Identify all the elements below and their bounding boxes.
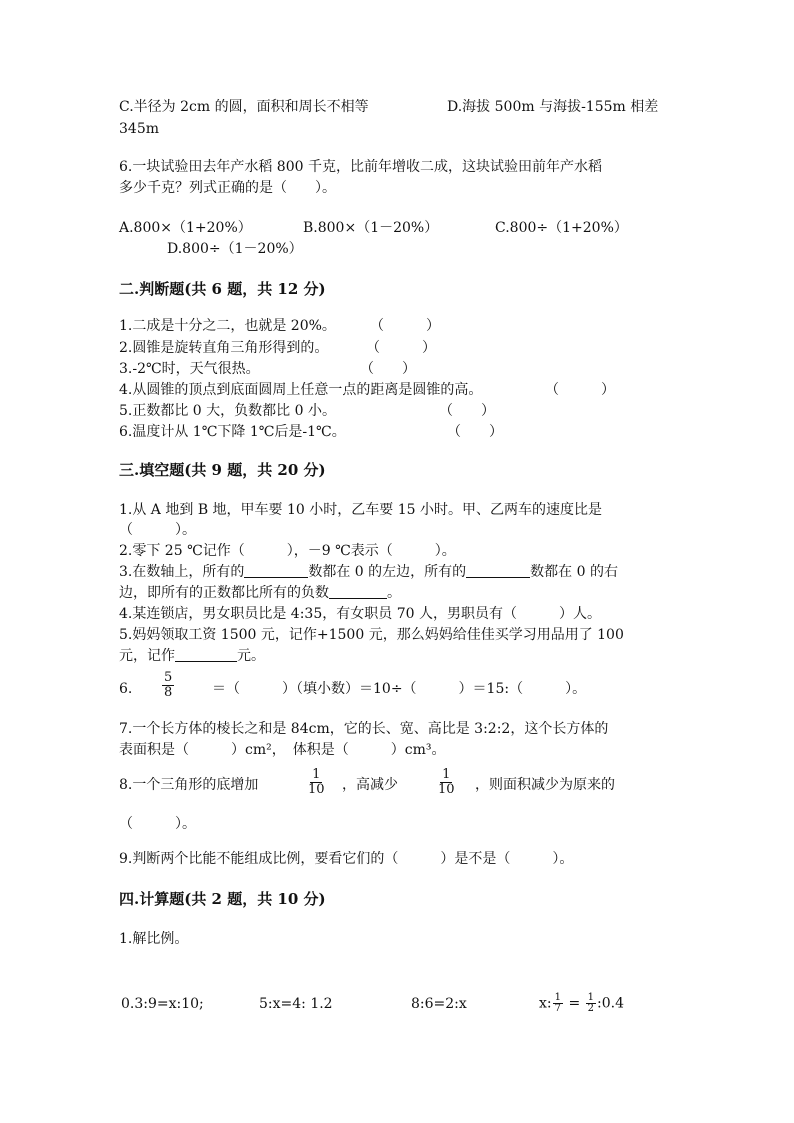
fraction-denominator: 7: [554, 1003, 561, 1014]
fill-1-line2: （ ）。: [119, 522, 196, 538]
q6-option-a: A.800×（1+20%）: [119, 220, 252, 236]
judge-paren-6: （ ）: [447, 424, 503, 440]
fill-6-label: 6.: [119, 681, 133, 697]
fraction-one-tenth-a: [302, 768, 331, 797]
q6-option-d: D.800÷（1－20%）: [167, 241, 303, 257]
fill-5-line2-b: 元。: [237, 648, 265, 664]
option-d-continuation: 345m: [119, 121, 159, 137]
fill-2: 2.零下 25 ℃记作（ ），－9 ℃表示（ ）。: [119, 543, 456, 559]
fill-8-part-b: ，高减少: [342, 777, 398, 793]
q6-option-c: C.800÷（1+20%）: [495, 220, 628, 236]
section-4-title: 四.计算题(共 2 题，共 10 分): [119, 890, 326, 908]
fill-7-line1: 7.一个长方体的棱长之和是 84cm，它的长、宽、高比是 3:2:2，这个长方体的: [119, 721, 609, 737]
section-3-title: 三.填空题(共 9 题，共 20 分): [119, 461, 326, 479]
judge-item-3: 3.-2℃时，天气很热。: [119, 361, 260, 377]
option-c: C.半径为 2cm 的圆，面积和周长不相等: [119, 99, 369, 115]
fill-8-part-c: ，则面积减少为原来的: [475, 777, 615, 793]
judge-paren-5: （ ）: [439, 403, 495, 419]
fill-3-line1: [119, 563, 618, 581]
q6-option-b: B.800×（1－20%）: [303, 220, 439, 236]
judge-paren-4: （ ）: [545, 382, 615, 398]
fraction-numerator: 5: [164, 670, 173, 685]
question-6-line2: 多少千克？列式正确的是（ ）。: [119, 180, 336, 196]
fraction-denominator: 10: [308, 782, 325, 797]
fill-9: 9.判断两个比能不能组成比例，要看它们的（ ）是不是（ ）。: [119, 851, 574, 867]
question-6-line1: 6.一块试验田去年产水稻 800 千克，比前年增收二成，这块试验田前年产水稻: [119, 159, 602, 175]
fill-8-line2: （ ）。: [119, 816, 196, 832]
fraction-numerator: 1: [554, 992, 561, 1003]
fill-3-part-a: 3.在数轴上，所有的: [119, 564, 245, 580]
fill-3-line2-b: 。: [387, 585, 401, 601]
fraction-denominator: 8: [164, 685, 173, 700]
fraction-denominator: 10: [438, 782, 455, 797]
judge-item-1: 1.二成是十分之二，也就是 20%。: [119, 318, 336, 334]
judge-item-6: 6.温度计从 1℃下降 1℃后是-1℃。: [119, 424, 346, 440]
judge-item-2: 2.圆锥是旋转直角三角形得到的。: [119, 340, 329, 356]
equation-1: 0.3:9=x:10;: [121, 996, 204, 1012]
option-d: D.海拔 500m 与海拔-155m 相差: [447, 99, 659, 115]
equation-2: 5:x=4: 1.2: [259, 996, 333, 1012]
answer-blank[interactable]: [175, 647, 237, 662]
fraction-numerator: 1: [312, 767, 321, 782]
fraction-one-tenth-b: [432, 768, 461, 797]
fill-3-line2: [119, 584, 401, 602]
answer-blank[interactable]: [466, 563, 530, 578]
fill-5-line1: 5.妈妈领取工资 1500 元，记作+1500 元，那么妈妈给佳佳买学习用品用了 100: [119, 627, 624, 643]
equation-3: 8:6=2:x: [411, 996, 467, 1012]
judge-paren-2: （ ）: [366, 340, 436, 356]
fraction-numerator: 1: [442, 767, 451, 782]
eq4-part-c: :0.4: [597, 995, 624, 1012]
fill-5-line2: [119, 647, 265, 665]
calc-1-prompt: 1.解比例。: [119, 931, 189, 947]
fill-3-part-c: 数都在 0 的右: [530, 564, 618, 580]
fill-8-part-a: 8.一个三角形的底增加: [119, 777, 259, 793]
answer-blank[interactable]: [244, 563, 308, 578]
section-2-title: 二.判断题(共 6 题，共 12 分): [119, 280, 326, 298]
fraction-numerator: 1: [587, 992, 595, 1003]
fill-5-line2-a: 元，记作: [119, 648, 175, 664]
equation-4: [539, 993, 624, 1014]
eq4-part-a: x:: [539, 995, 552, 1012]
fraction-five-eighths: [158, 671, 178, 700]
fill-4: 4.某连锁店，男女职员比是 4:35，有女职员 70 人，男职员有（ ）人。: [119, 606, 601, 622]
fill-1-line1: 1.从 A 地到 B 地，甲车要 10 小时，乙车要 15 小时。甲、乙两车的速度比是: [119, 502, 602, 518]
fill-7-line2: 表面积是（ ）cm²， 体积是（ ）cm³。: [119, 742, 446, 758]
fill-6-rest: ＝（ ）（填小数）＝10÷（ ）＝15:（ ）。: [212, 681, 587, 697]
judge-item-4: 4.从圆锥的顶点到底面圆周上任意一点的距离是圆锥的高。: [119, 382, 483, 398]
judge-item-5: 5.正数都比 0 大，负数都比 0 小。: [119, 403, 336, 419]
judge-paren-3: （ ）: [360, 361, 416, 377]
fill-3-line2-a: 边，即所有的正数都比所有的负数: [119, 585, 329, 601]
fraction-denominator: 2: [587, 1003, 595, 1014]
judge-paren-1: （ ）: [370, 318, 440, 334]
answer-blank[interactable]: [329, 584, 387, 599]
eq4-part-b: =: [564, 995, 585, 1012]
fill-3-part-b: 数都在 0 的左边，所有的: [308, 564, 467, 580]
